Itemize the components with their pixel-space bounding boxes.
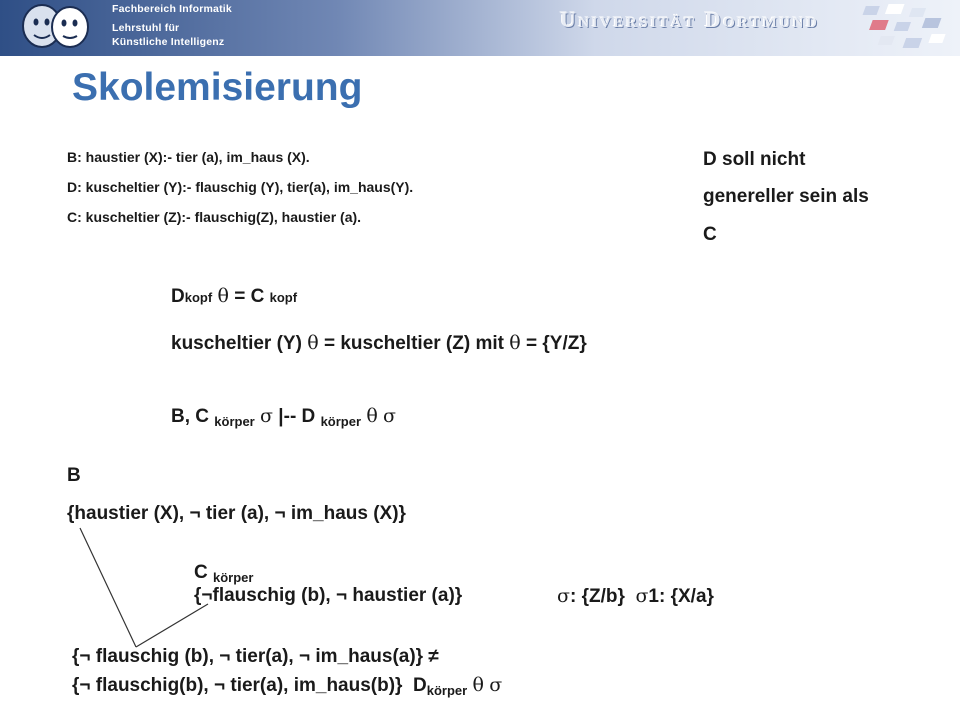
note-line-3: C [703, 224, 717, 245]
sigma-symbol: σ [383, 405, 397, 427]
c-label-text: C [194, 562, 208, 583]
c-label-sub: körper [213, 570, 254, 585]
rule-d: D: kuscheltier (Y):- flauschig (Y), tier(a), im_haus(Y). [67, 179, 414, 195]
department-name: Fachbereich Informatik [112, 3, 232, 15]
note-line-1: D soll nicht [703, 149, 806, 170]
subst-sigma-value: : {Z/b} [569, 586, 625, 607]
rule-c: C: kuscheltier (Z):- flauschig(Z), haustier (a). [67, 209, 362, 225]
eq2-text: kuscheltier (Y) [171, 333, 302, 354]
university-name: Universität Dortmund [560, 7, 820, 32]
eq1-d: D [171, 286, 185, 307]
sigma-symbol: σ [489, 674, 503, 696]
result2-set: {¬ flauschig(b), ¬ tier(a), im_haus(b)} [72, 675, 403, 696]
c-clause-set: {¬flauschig (b), ¬ haustier (a)} [194, 585, 463, 606]
eq3-mid: |-- D [278, 406, 316, 427]
b-clause-set: {haustier (X), ¬ tier (a), ¬ im_haus (X)} [67, 503, 406, 524]
slide-title: Skolemisierung [72, 66, 363, 109]
eq2-mid: = kuscheltier (Z) mit [323, 333, 504, 354]
connector-line-b [80, 528, 136, 647]
theta-symbol: θ [509, 332, 521, 354]
theta-symbol: θ [366, 405, 378, 427]
eq3-sub2: körper [320, 414, 362, 429]
sigma-symbol: σ [260, 405, 274, 427]
subst-sigma1-value: 1: {X/a} [648, 586, 714, 607]
result2-sub: körper [426, 683, 468, 698]
chair-name-line2: Künstliche Intelligenz [112, 36, 225, 48]
theta-symbol: θ [307, 332, 319, 354]
result2-d: D [413, 675, 427, 696]
eq1-eq: = C [234, 286, 265, 307]
rule-b: B: haustier (X):- tier (a), im_haus (X). [67, 149, 310, 165]
eq3-text: B, C [171, 406, 209, 427]
b-label: B [67, 465, 81, 486]
chair-name-line1: Lehrstuhl für [112, 22, 180, 34]
resolvent-inequality: {¬ flauschig (b), ¬ tier(a), ¬ im_haus(a)} ≠ [72, 646, 439, 667]
connector-line-c [136, 604, 208, 647]
sigma-symbol: σ [557, 585, 570, 607]
theta-symbol: θ [472, 674, 484, 696]
note-line-2: genereller sein als [703, 186, 869, 207]
eq2-tail: = {Y/Z} [526, 333, 587, 354]
eq1-d-sub: kopf [184, 290, 213, 305]
eq1-c-sub: kopf [269, 290, 298, 305]
sigma-symbol: σ [635, 585, 649, 607]
theta-symbol: θ [217, 285, 229, 307]
eq3-sub1: körper [214, 414, 255, 429]
d-body-instance [72, 674, 502, 697]
